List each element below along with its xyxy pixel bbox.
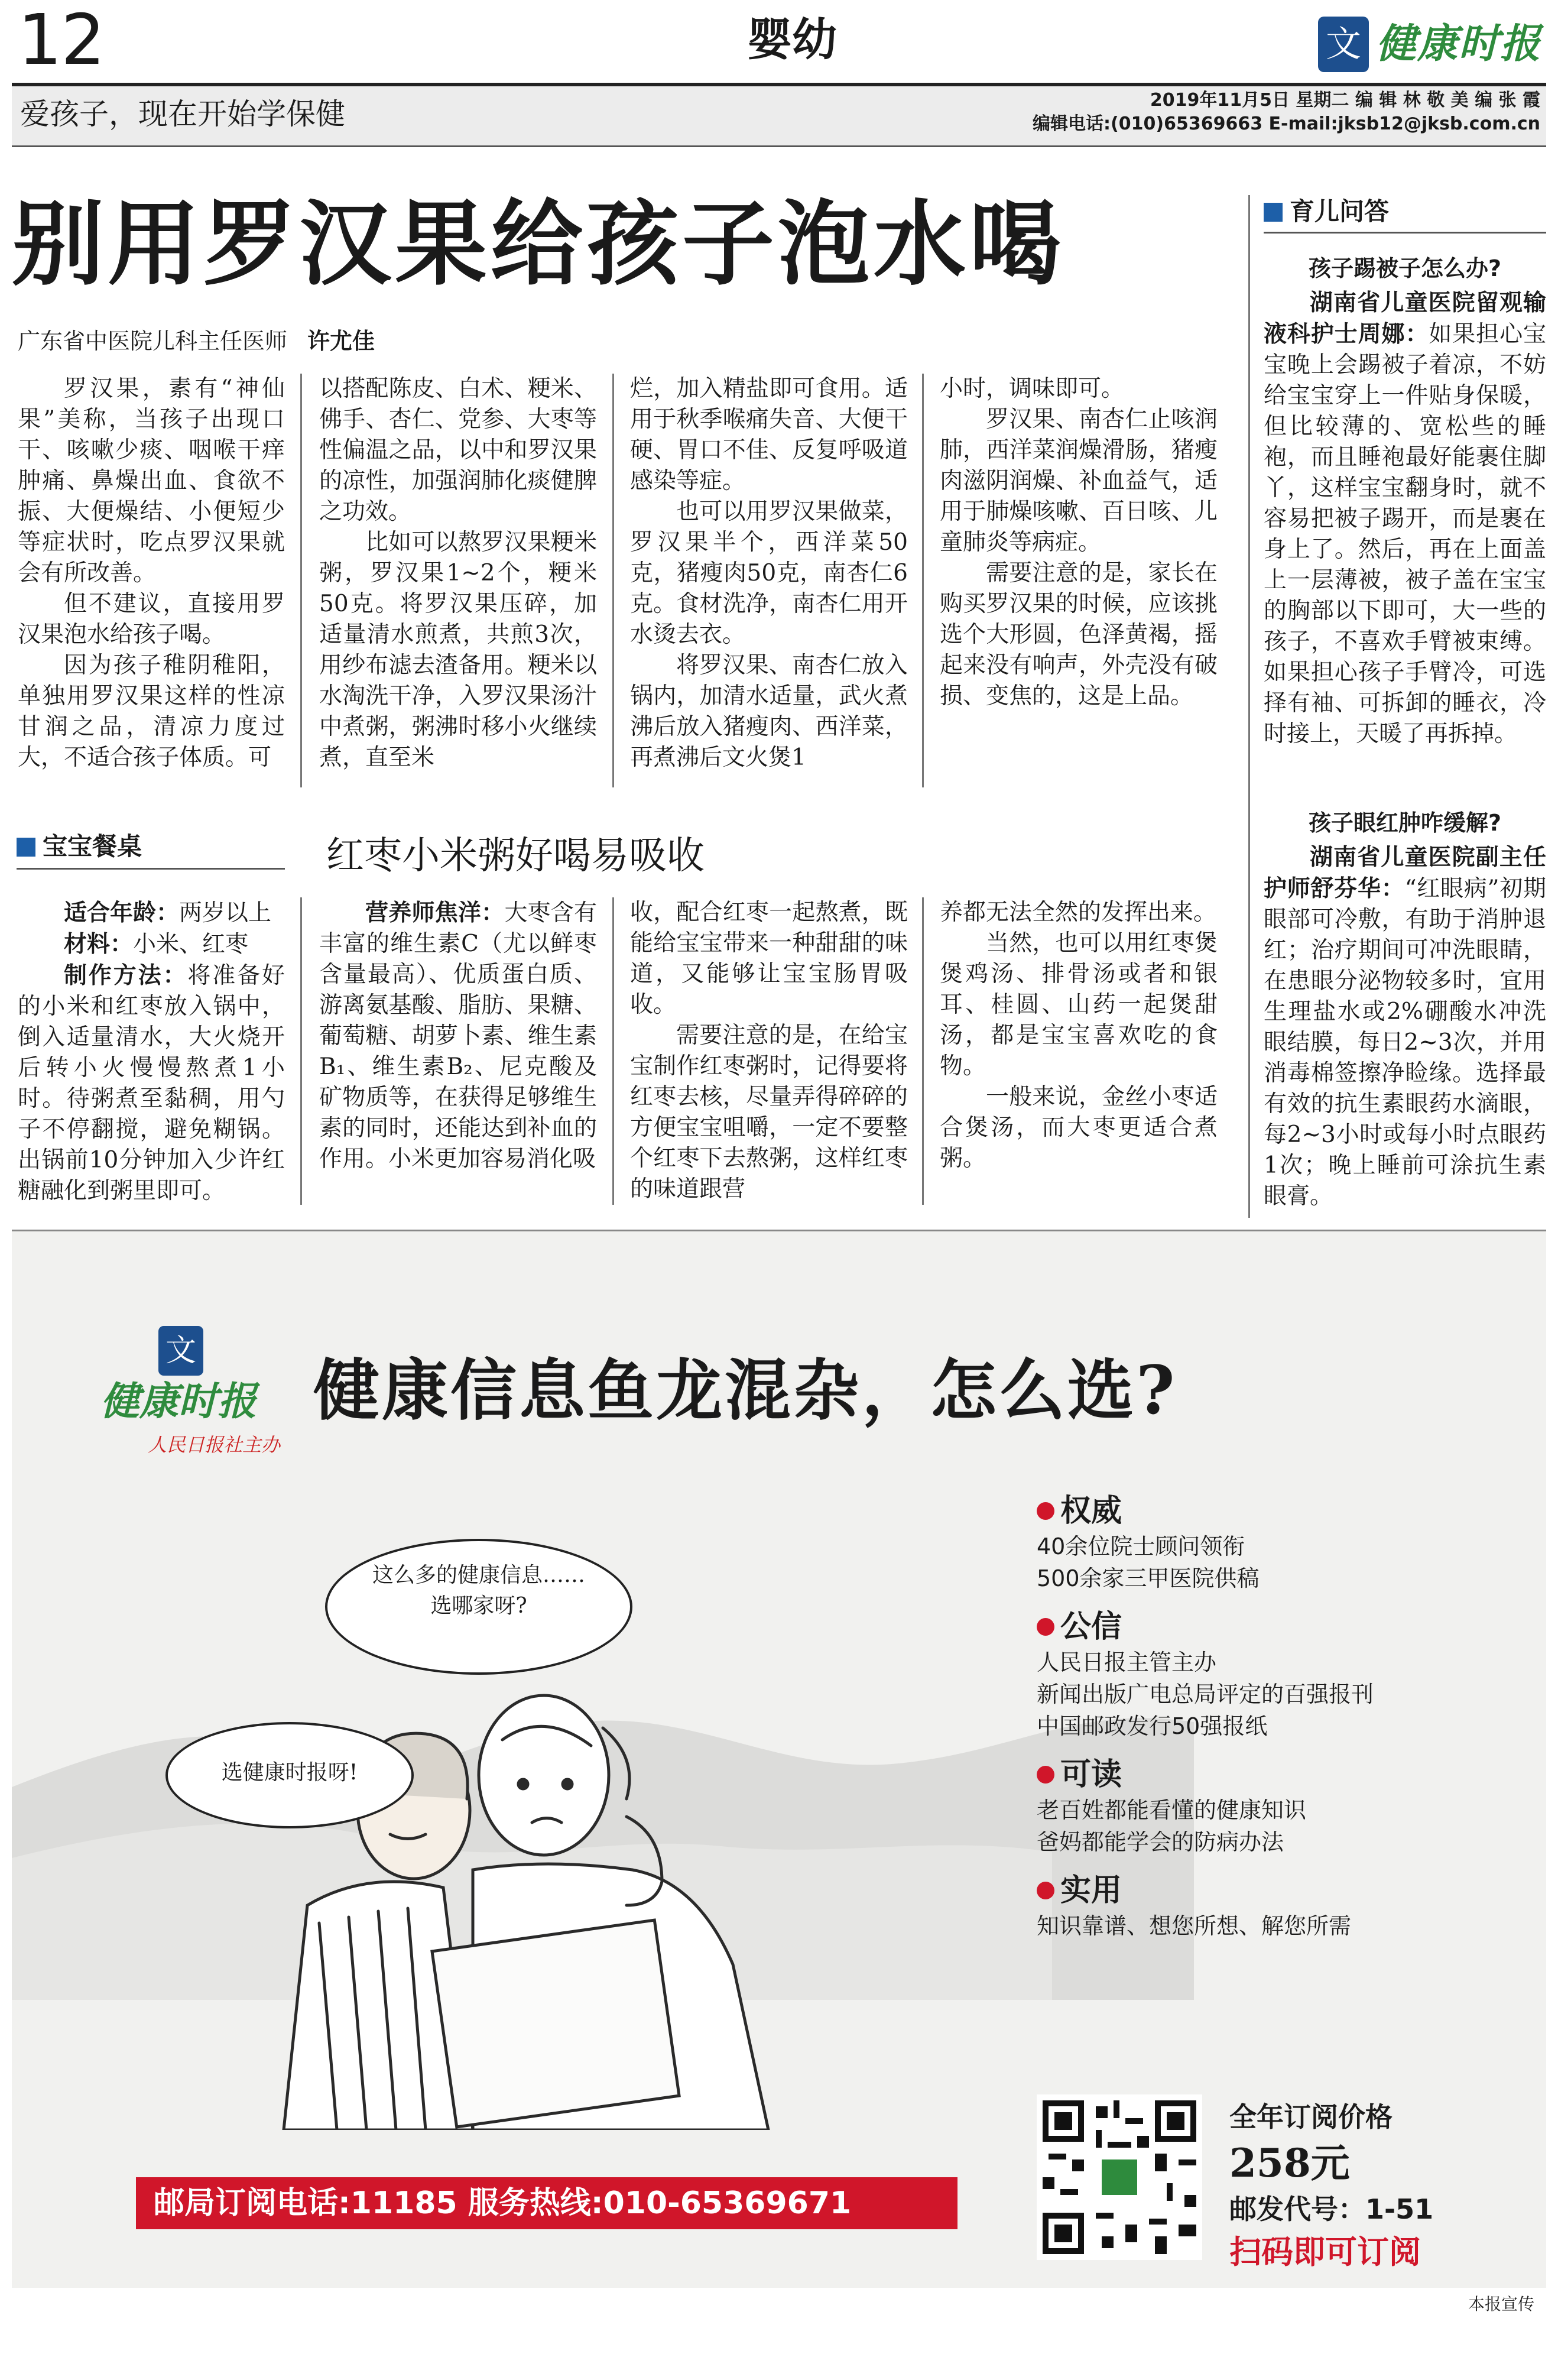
article-paragraph: 罗汉果，素有“神仙果”美称，当孩子出现口干、咳嗽少痰、咽喉干痒肿痛、鼻燥出血、食欲不振、大便燥结、小便短少等症状时，吃点罗汉果就会有所改善。 xyxy=(18,375,285,586)
column-divider xyxy=(612,374,614,787)
article-paragraph: 罗汉果、南杏仁止咳润肺，西洋菜润燥滑肠，猪瘦肉滋阴润燥、补血益气，适用于肺燥咳嗽、百日咳、儿童肺炎等病症。 xyxy=(940,406,1218,556)
age-label: 适合年龄： xyxy=(64,899,180,926)
feature-title: 权威 xyxy=(1037,1491,1521,1531)
editor-meta xyxy=(1033,89,1540,136)
ad-logo-mark-icon: 文 xyxy=(158,1326,203,1376)
baby-table-tag-label: 宝宝餐桌 xyxy=(43,832,142,861)
article-paragraph: 但不建议，直接用罗汉果泡水给孩子喝。 xyxy=(18,591,285,648)
recipe-paragraph: 收，配合红枣一起熬煮，既能给宝宝带来一种甜甜的味道，又能够让宝宝肠胃吸收。 xyxy=(630,899,908,1018)
feature-line: 老百姓都能看懂的健康知识 xyxy=(1037,1797,1307,1823)
qa-tag xyxy=(1264,195,1389,228)
square-icon xyxy=(17,838,35,857)
subscription-ad xyxy=(12,1230,1546,2288)
qa-answer-2-text: “红眼病”初期眼部可冷敷，有助于消肿退红；治疗期间可冲洗眼睛，在患眼分泌物较多时，宜用生理盐水或2%硼酸水冲洗眼结膜，每日2~3次，并用消毒棉签擦净睑缘。选择最有效的抗生素眼药水滴眼，每2~3小时或每小时点眼药1次；晚上睡前可涂抗生素眼膏。 xyxy=(1264,876,1546,1210)
ad-logo-subtitle: 人民日报社主办 xyxy=(148,1434,281,1456)
bullet-icon xyxy=(1037,1502,1054,1520)
feature-line: 爸妈都能学会的防病办法 xyxy=(1037,1829,1284,1855)
feature-line: 中国邮政发行50强报纸 xyxy=(1037,1713,1268,1739)
article-paragraph: 烂，加入精盐即可食用。适用于秋季喉痛失音、大便干硬、胃口不佳、反复呼吸道感染等症。 xyxy=(630,375,908,494)
article-column-3 xyxy=(630,374,908,773)
page-number: 12 xyxy=(18,0,105,80)
qa-tag-label: 育儿问答 xyxy=(1290,197,1390,226)
method-value: 将准备好的小米和红枣放入锅中，倒入适量清水，大火烧开后转小火慢慢熬煮1小时。待粥煮至黏稠，用勺子不停翻搅，避免糊锅。出锅前10分钟加入少许红糖融化到粥里即可。 xyxy=(18,962,285,1204)
recipe-paragraph: 当然，也可以用红枣煲煲鸡汤、排骨汤或者和银耳、桂圆、山药一起煲甜汤，都是宝宝喜欢吃的食物。 xyxy=(940,930,1218,1079)
qa-question-2: 孩子眼红肿咋缓解? xyxy=(1308,810,1502,836)
square-icon xyxy=(1264,203,1283,222)
logo-mark-icon: 文 xyxy=(1318,17,1369,72)
qa-answer-1-lead: 湖南省儿童医院留观输液科护士周娜： xyxy=(1264,289,1546,348)
column-divider xyxy=(300,374,302,787)
logo-text: 健康时报 xyxy=(1376,21,1542,67)
article-headline: 别用罗汉果给孩子泡水喝 xyxy=(12,190,1065,298)
price-value: 258元 xyxy=(1229,2140,1350,2186)
recipe-column-4 xyxy=(940,897,1218,1174)
article-paragraph: 需要注意的是，家长在购买罗汉果的时候，应该挑选个大形圆，色泽黄褐，摇起来没有响声，外壳没有破损、变焦的，这是上品。 xyxy=(940,560,1218,709)
recipe-column-3 xyxy=(630,897,908,1205)
recipe-paragraph: 养都无法全然的发挥出来。 xyxy=(940,899,1217,926)
article-paragraph: 小时，调味即可。 xyxy=(940,375,1125,402)
slogan: 爱孩子，现在开始学保健 xyxy=(20,97,345,131)
column-divider xyxy=(922,374,924,787)
ad-credit: 本报宣传 xyxy=(1468,2294,1534,2314)
article-paragraph: 比如可以熬罗汉果粳米粥，罗汉果1~2个，粳米50克。将罗汉果压碎，加适量清水煎煮，共煎3次，用纱布滤去渣备用。粳米以水淘洗干净，入罗汉果汤汁中煮粥，粥沸时移小火继续煮，直至米 xyxy=(319,529,597,771)
article-column-1 xyxy=(18,374,285,773)
baby-table-title: 红枣小米粥好喝易吸收 xyxy=(326,834,705,878)
header-sub-rule xyxy=(12,145,1546,147)
feature-item xyxy=(1037,1607,1521,1742)
section-title: 婴幼 xyxy=(747,13,837,66)
recipe-column-1 xyxy=(18,897,285,1207)
bullet-icon xyxy=(1037,1766,1054,1784)
feature-line: 40余位院士顾问领衔 xyxy=(1037,1533,1245,1559)
date-line: 2019年11月5日 星期二 编 辑 林 敬 美 编 张 霞 xyxy=(1150,90,1540,111)
article-paragraph: 也可以用罗汉果做菜，罗汉果半个，西洋菜50克，猪瘦肉50克，南杏仁6克。食材洗净，南杏仁用开水烫去衣。 xyxy=(630,498,908,648)
material-label: 材料： xyxy=(64,930,134,958)
price-label: 全年订阅价格 xyxy=(1229,2101,1393,2133)
article-paragraph: 因为孩子稚阴稚阳，单独用罗汉果这样的性凉甘润之品，清凉力度过大，不适合孩子体质。可 xyxy=(18,652,285,771)
scan-to-subscribe[interactable]: 扫码即可订阅 xyxy=(1229,2233,1421,2271)
feature-title: 可读 xyxy=(1037,1755,1521,1794)
column-divider xyxy=(300,897,302,1205)
subscribe-phone-bar[interactable]: 邮局订阅电话:11185 服务热线:010-65369671 xyxy=(136,2177,957,2229)
bullet-icon xyxy=(1037,1882,1054,1899)
feature-item xyxy=(1037,1491,1521,1594)
feature-item xyxy=(1037,1755,1521,1858)
feature-title: 实用 xyxy=(1037,1871,1521,1910)
masthead-logo xyxy=(1318,13,1543,78)
column-divider xyxy=(922,897,924,1205)
feature-line: 知识靠谱、想您所想、解您所需 xyxy=(1037,1913,1352,1939)
qa-answer-2 xyxy=(1264,842,1546,1212)
ad-headline: 健康信息鱼龙混杂，怎么选? xyxy=(313,1352,1177,1429)
article-column-2 xyxy=(319,374,597,773)
qa-question-1: 孩子踢被子怎么办? xyxy=(1308,255,1502,281)
article-byline xyxy=(18,326,375,356)
qa-answer-1-text: 如果担心宝宝晚上会踢被子着凉，不妨给宝宝穿上一件贴身保暖，但比较薄的、宽松些的睡袍，而且睡袍最好能裹住脚丫，这样宝宝翻身时，就不容易把被子踢开，而是裹在身上了。然后，再在上面盖上一层薄被，被子盖在宝宝的胸部以下即可，大一些的孩子，不喜欢手臂被束缚。如果担心孩子手臂冷，可选择有袖、可拆卸的睡衣，冷时接上，天暖了再拆掉。 xyxy=(1264,321,1546,747)
qr-code-icon[interactable] xyxy=(1037,2094,1202,2260)
feature-line: 人民日报主管主办 xyxy=(1037,1649,1217,1675)
age-value: 两岁以上 xyxy=(179,900,272,926)
feature-title: 公信 xyxy=(1037,1607,1521,1646)
speech-bubble-1: 这么多的健康信息…… 选哪家呀? xyxy=(325,1539,632,1675)
article-paragraph: 以搭配陈皮、白术、粳米、佛手、杏仁、党参、大枣等性偏温之品，以中和罗汉果的凉性，加强润肺化痰健脾之功效。 xyxy=(319,375,597,525)
nutritionist-text: 大枣含有丰富的维生素C（尤以鲜枣含量最高）、优质蛋白质、游离氨基酸、脂肪、果糖、葡萄糖、胡萝卜素、维生素B₁、维生素B₂、尼克酸及矿物质等，在获得足够维生素的同时，还能达到补血的作用。小米更加容易消化吸 xyxy=(319,900,597,1172)
postal-code: 邮发代号：1-51 xyxy=(1229,2193,1434,2225)
article-paragraph: 将罗汉果、南杏仁放入锅内，加清水适量，武火煮沸后放入猪瘦肉、西洋菜，再煮沸后文火煲1 xyxy=(630,652,908,771)
contact-line: 编辑电话:(010)65369663 E-mail:jksb12@jksb.com.cn xyxy=(1033,114,1540,134)
feature-list xyxy=(1037,1491,1521,1942)
feature-item xyxy=(1037,1871,1521,1942)
byline-name: 许尤佳 xyxy=(307,328,375,354)
feature-line: 500余家三甲医院供稿 xyxy=(1037,1565,1260,1591)
column-divider xyxy=(612,897,614,1205)
sidebar-divider xyxy=(1248,195,1250,1218)
feature-line: 新闻出版广电总局评定的百强报刊 xyxy=(1037,1681,1374,1707)
material-value: 小米、红枣 xyxy=(133,931,249,958)
qa-answer-2-lead: 湖南省儿童医院副主任护师舒芬华： xyxy=(1264,844,1546,902)
recipe-column-2 xyxy=(319,897,597,1175)
baby-table-rule xyxy=(17,868,285,870)
baby-table-tag xyxy=(17,830,142,863)
method-label: 制作方法： xyxy=(64,962,188,989)
qa-answer-1 xyxy=(1264,287,1546,750)
recipe-paragraph: 一般来说，金丝小枣适合煲汤，而大枣更适合煮粥。 xyxy=(940,1084,1218,1172)
byline-org: 广东省中医院儿科主任医师 xyxy=(18,328,288,354)
recipe-paragraph: 需要注意的是，在给宝宝制作红枣粥时，记得要将红枣去核，尽量弄得碎碎的方便宝宝咀嚼，一定不要整个红枣下去熬粥，这样红枣的味道跟营 xyxy=(630,1022,908,1202)
article-column-4 xyxy=(940,374,1218,712)
speech-bubble-2: 选健康时报呀! xyxy=(165,1722,414,1828)
qa-tag-rule xyxy=(1264,232,1546,234)
nutritionist-label: 营养师焦洋： xyxy=(365,899,505,926)
bullet-icon xyxy=(1037,1618,1054,1636)
ad-logo-text: 健康时报 xyxy=(100,1379,257,1424)
